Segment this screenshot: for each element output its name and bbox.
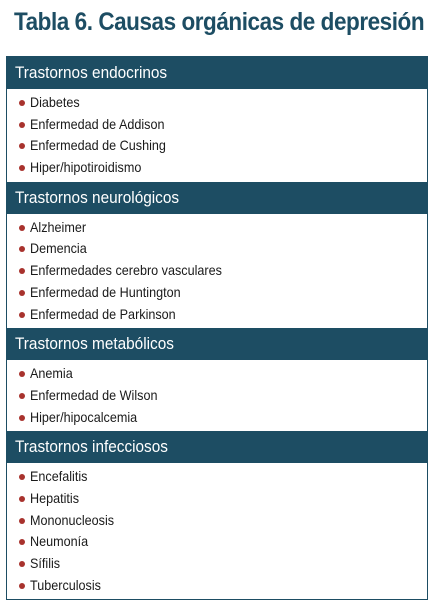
list-item: Sífilis: [19, 553, 427, 575]
bullet-icon: [19, 246, 25, 252]
bullet-icon: [19, 268, 25, 274]
section-header-neurological: Trastornos neurológicos: [7, 182, 427, 214]
section-list-infectious: [7, 463, 427, 599]
bullet-icon: [19, 539, 25, 545]
bullet-icon: [19, 122, 25, 128]
bullet-icon: [19, 290, 25, 296]
list-item: Tuberculosis: [19, 575, 427, 597]
section-header-metabolic: Trastornos metabólicos: [7, 328, 427, 360]
list-item: Enfermedad de Cushing: [19, 135, 427, 157]
bullet-icon: [19, 143, 25, 149]
bullet-icon: [19, 561, 25, 567]
list-item: Hiper/hipotiroidismo: [19, 157, 427, 179]
bullet-icon: [19, 165, 25, 171]
table-title: Tabla 6. Causas orgánicas de depresión: [14, 8, 425, 36]
list-item: Hepatitis: [19, 488, 427, 510]
section-header-endocrine: Trastornos endocrinos: [7, 57, 427, 89]
section-list-neurological: [7, 214, 427, 328]
list-item: Neumonía: [19, 531, 427, 553]
list-item: Enfermedades cerebro vasculares: [19, 260, 427, 282]
list-item: Enfermedad de Wilson: [19, 385, 427, 407]
section-list-endocrine: [7, 89, 427, 182]
list-item: Encefalitis: [19, 466, 427, 488]
bullet-icon: [19, 371, 25, 377]
bullet-icon: [19, 393, 25, 399]
section-list-metabolic: [7, 360, 427, 431]
list-item: Alzheimer: [19, 217, 427, 239]
list-item: Anemia: [19, 363, 427, 385]
causes-table: [6, 56, 428, 600]
list-item: Enfermedad de Parkinson: [19, 304, 427, 326]
bullet-icon: [19, 496, 25, 502]
list-item: Hiper/hipocalcemia: [19, 407, 427, 429]
bullet-icon: [19, 100, 25, 106]
bullet-icon: [19, 312, 25, 318]
bullet-icon: [19, 474, 25, 480]
bullet-icon: [19, 518, 25, 524]
list-item: Demencia: [19, 238, 427, 260]
list-item: Diabetes: [19, 92, 427, 114]
bullet-icon: [19, 225, 25, 231]
bullet-icon: [19, 583, 25, 589]
list-item: Mononucleosis: [19, 510, 427, 532]
bullet-icon: [19, 415, 25, 421]
section-header-infectious: Trastornos infecciosos: [7, 431, 427, 463]
list-item: Enfermedad de Addison: [19, 114, 427, 136]
list-item: Enfermedad de Huntington: [19, 282, 427, 304]
